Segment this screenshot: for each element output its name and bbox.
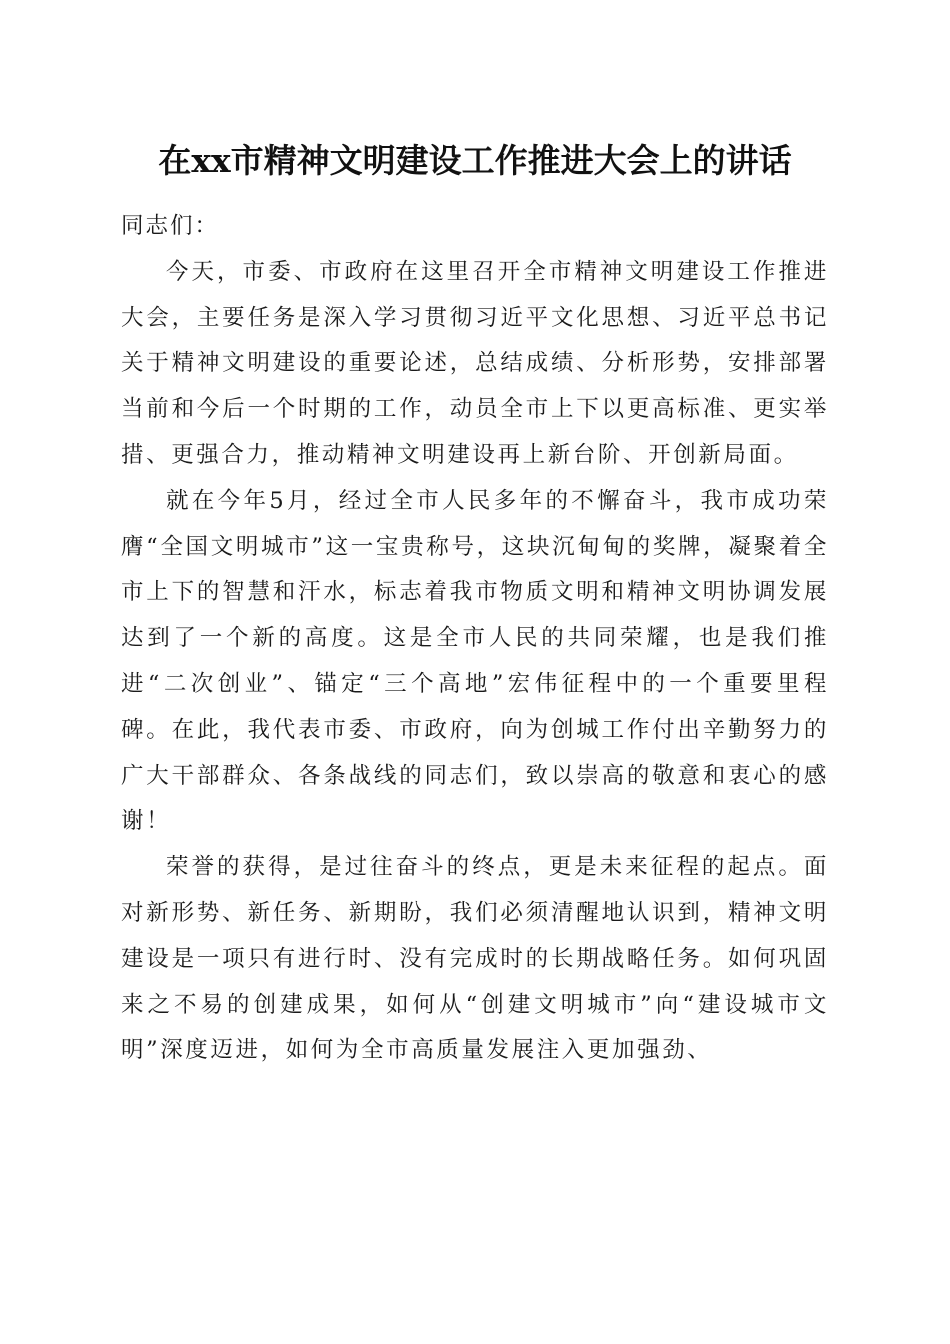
document-body bbox=[121, 204, 829, 1074]
paragraph-1: 今天，市委、市政府在这里召开全市精神文明建设工作推进大会，主要任务是深入学习贯彻习近平文化思想、习近平总书记关于精神文明建设的重要论述，总结成绩、分析形势，安排部署当前和今后一个时期的工作，动员全市上下以更高标准、更实举措、更强合力，推动精神文明建设再上新台阶、开创新局面。 bbox=[121, 258, 829, 468]
paragraph-2: 就在今年5月，经过全市人民多年的不懈奋斗，我市成功荣膺“全国文明城市”这一宝贵称号，这块沉甸甸的奖牌，凝聚着全市上下的智慧和汗水，标志着我市物质文明和精神文明协调发展达到了一个新的高度。这是全市人民的共同荣耀，也是我们推进“二次创业”、锚定“三个高地”宏伟征程中的一个重要里程碑。在此，我代表市委、市政府，向为创城工作付出辛勤努力的广大干部群众、各条战线的同志们，致以崇高的敬意和衷心的感谢！ bbox=[121, 487, 829, 835]
salutation: 同志们： bbox=[121, 213, 220, 239]
document-title: 在xx市精神文明建设工作推进大会上的讲话 bbox=[158, 141, 792, 180]
paragraph-3: 荣誉的获得，是过往奋斗的终点，更是未来征程的起点。面对新形势、新任务、新期盼，我们必须清醒地认识到，精神文明建设是一项只有进行时、没有完成时的长期战略任务。如何巩固来之不易的创建成果，如何从“创建文明城市”向“建设城市文明”深度迈进，如何为全市高质量发展注入更加强劲、 bbox=[121, 854, 829, 1064]
